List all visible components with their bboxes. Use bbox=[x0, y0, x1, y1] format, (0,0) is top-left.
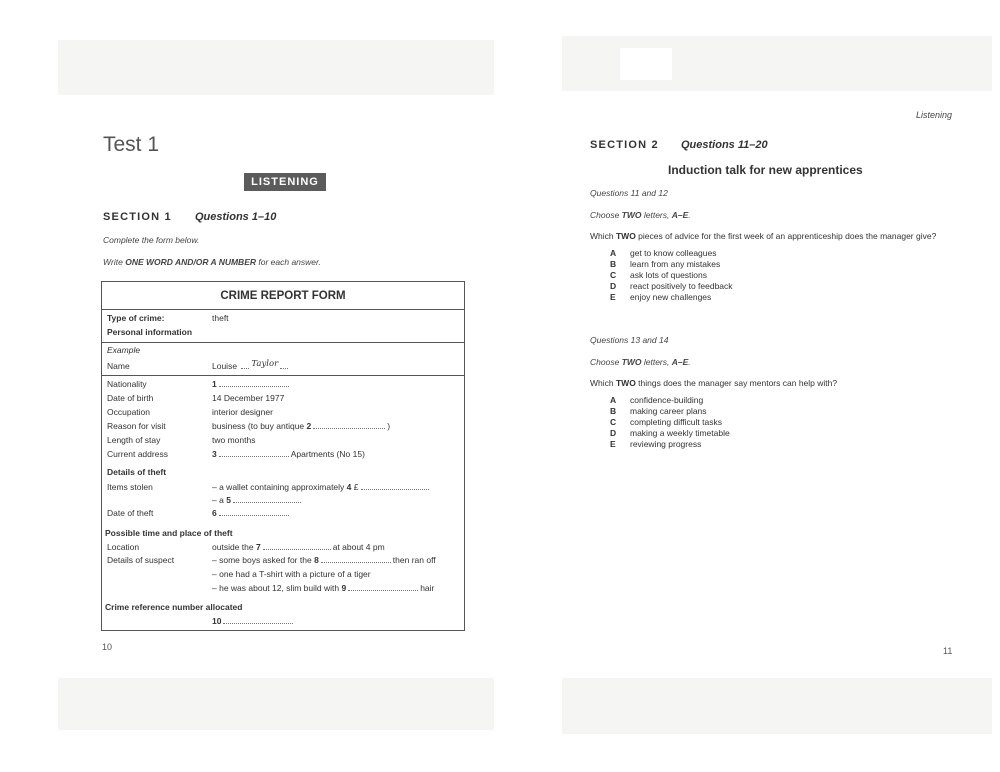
option-letter[interactable]: E bbox=[610, 292, 616, 302]
items-label: Items stolen bbox=[107, 482, 153, 492]
option-letter[interactable]: C bbox=[610, 270, 617, 280]
location-answer[interactable]: outside the 7 at about 4 pm bbox=[212, 542, 385, 552]
group-2-choose: Choose TWO letters, A–E. bbox=[590, 357, 691, 367]
running-header: Listening bbox=[916, 110, 953, 120]
example-label: Example bbox=[107, 345, 141, 355]
option-letter[interactable]: B bbox=[610, 406, 617, 416]
scan-blank-patch bbox=[620, 48, 672, 80]
suspect-2-text: – one had a T-shirt with a picture of a tiger bbox=[212, 569, 371, 579]
location-label: Location bbox=[107, 542, 140, 552]
item-1-answer[interactable]: – a wallet containing approximately 4 £ bbox=[212, 482, 431, 492]
option-letter[interactable]: B bbox=[610, 259, 617, 269]
suspect-3-answer[interactable]: – he was about 12, slim build with 9 hair bbox=[212, 583, 435, 593]
group-1-question: Which TWO pieces of advice for the first week of an apprenticeship does the manager give? bbox=[590, 231, 937, 241]
group-1-choose: Choose TWO letters, A–E. bbox=[590, 210, 691, 220]
section-1-questions: Questions 1–10 bbox=[195, 211, 277, 223]
option-text[interactable]: learn from any mistakes bbox=[630, 259, 721, 269]
option-letter[interactable]: C bbox=[610, 417, 617, 427]
scan-shadow-bottom-left bbox=[58, 678, 494, 730]
group-2-heading: Questions 13 and 14 bbox=[590, 335, 669, 345]
option-letter[interactable]: E bbox=[610, 439, 616, 449]
stay-label: Length of stay bbox=[107, 435, 161, 445]
instruction-complete-form: Complete the form below. bbox=[103, 235, 200, 245]
option-text[interactable]: making career plans bbox=[630, 406, 707, 416]
option-letter[interactable]: D bbox=[610, 281, 617, 291]
section-2-questions: Questions 11–20 bbox=[681, 139, 768, 151]
nationality-label: Nationality bbox=[107, 379, 147, 389]
form-title: CRIME REPORT FORM bbox=[220, 290, 346, 302]
instruction-word-limit: Write ONE WORD AND/OR A NUMBER for each answer. bbox=[103, 257, 321, 267]
form-divider bbox=[102, 309, 464, 310]
date-of-theft-label: Date of theft bbox=[107, 508, 154, 518]
suspect-label: Details of suspect bbox=[107, 555, 175, 565]
option-letter[interactable]: A bbox=[610, 395, 617, 405]
scan-shadow-top-left bbox=[58, 40, 494, 95]
name-value: Louise Taylor bbox=[212, 361, 290, 372]
example-answer: Taylor bbox=[251, 359, 279, 369]
address-label: Current address bbox=[107, 449, 168, 459]
option-text[interactable]: confidence-building bbox=[630, 395, 704, 405]
group-2-question: Which TWO things does the manager say mentors can help with? bbox=[590, 378, 838, 388]
crime-ref-heading: Crime reference number allocated bbox=[105, 602, 243, 612]
reason-answer[interactable]: business (to buy antique 2 ) bbox=[212, 421, 391, 431]
option-text[interactable]: reviewing progress bbox=[630, 439, 702, 449]
suspect-1-answer[interactable]: – some boys asked for the 8 then ran off bbox=[212, 555, 436, 565]
time-place-heading: Possible time and place of theft bbox=[105, 528, 233, 538]
theft-heading: Details of theft bbox=[107, 467, 167, 477]
option-letter[interactable]: D bbox=[610, 428, 617, 438]
option-text[interactable]: get to know colleagues bbox=[630, 248, 717, 258]
page-number-left: 10 bbox=[102, 642, 113, 652]
address-answer[interactable]: 3 Apartments (No 15) bbox=[212, 449, 365, 459]
group-1-heading: Questions 11 and 12 bbox=[590, 188, 668, 198]
option-text[interactable]: react positively to feedback bbox=[630, 281, 733, 291]
occupation-value: interior designer bbox=[212, 407, 273, 417]
type-of-crime-label: Type of crime: bbox=[107, 313, 165, 323]
name-label: Name bbox=[107, 361, 130, 371]
listening-badge: LISTENING bbox=[244, 173, 326, 191]
item-2-answer[interactable]: – a 5 bbox=[212, 495, 303, 505]
crime-ref-answer[interactable]: 10 bbox=[212, 616, 295, 626]
option-letter[interactable]: A bbox=[610, 248, 617, 258]
personal-info-heading: Personal information bbox=[107, 327, 193, 337]
dob-label: Date of birth bbox=[107, 393, 154, 403]
occupation-label: Occupation bbox=[107, 407, 150, 417]
section-2-title: Induction talk for new apprentices bbox=[668, 163, 863, 177]
crime-report-form bbox=[101, 281, 465, 631]
form-divider bbox=[102, 342, 464, 343]
option-text[interactable]: ask lots of questions bbox=[630, 270, 708, 280]
stay-value: two months bbox=[212, 435, 256, 445]
scan-shadow-bottom-right bbox=[562, 678, 992, 734]
form-divider bbox=[102, 375, 464, 376]
page-number-right: 11 bbox=[943, 646, 953, 656]
test-title: Test 1 bbox=[103, 133, 160, 156]
reason-label: Reason for visit bbox=[107, 421, 166, 431]
date-of-theft-answer[interactable]: 6 bbox=[212, 508, 291, 518]
option-text[interactable]: completing difficult tasks bbox=[630, 417, 722, 427]
type-of-crime-value: theft bbox=[212, 313, 229, 323]
dob-value: 14 December 1977 bbox=[212, 393, 285, 403]
option-text[interactable]: making a weekly timetable bbox=[630, 428, 730, 438]
section-1-label: SECTION 1 bbox=[103, 211, 172, 223]
section-2-label: SECTION 2 bbox=[590, 139, 659, 151]
option-text[interactable]: enjoy new challenges bbox=[630, 292, 712, 302]
nationality-answer[interactable]: 1 bbox=[212, 379, 291, 389]
